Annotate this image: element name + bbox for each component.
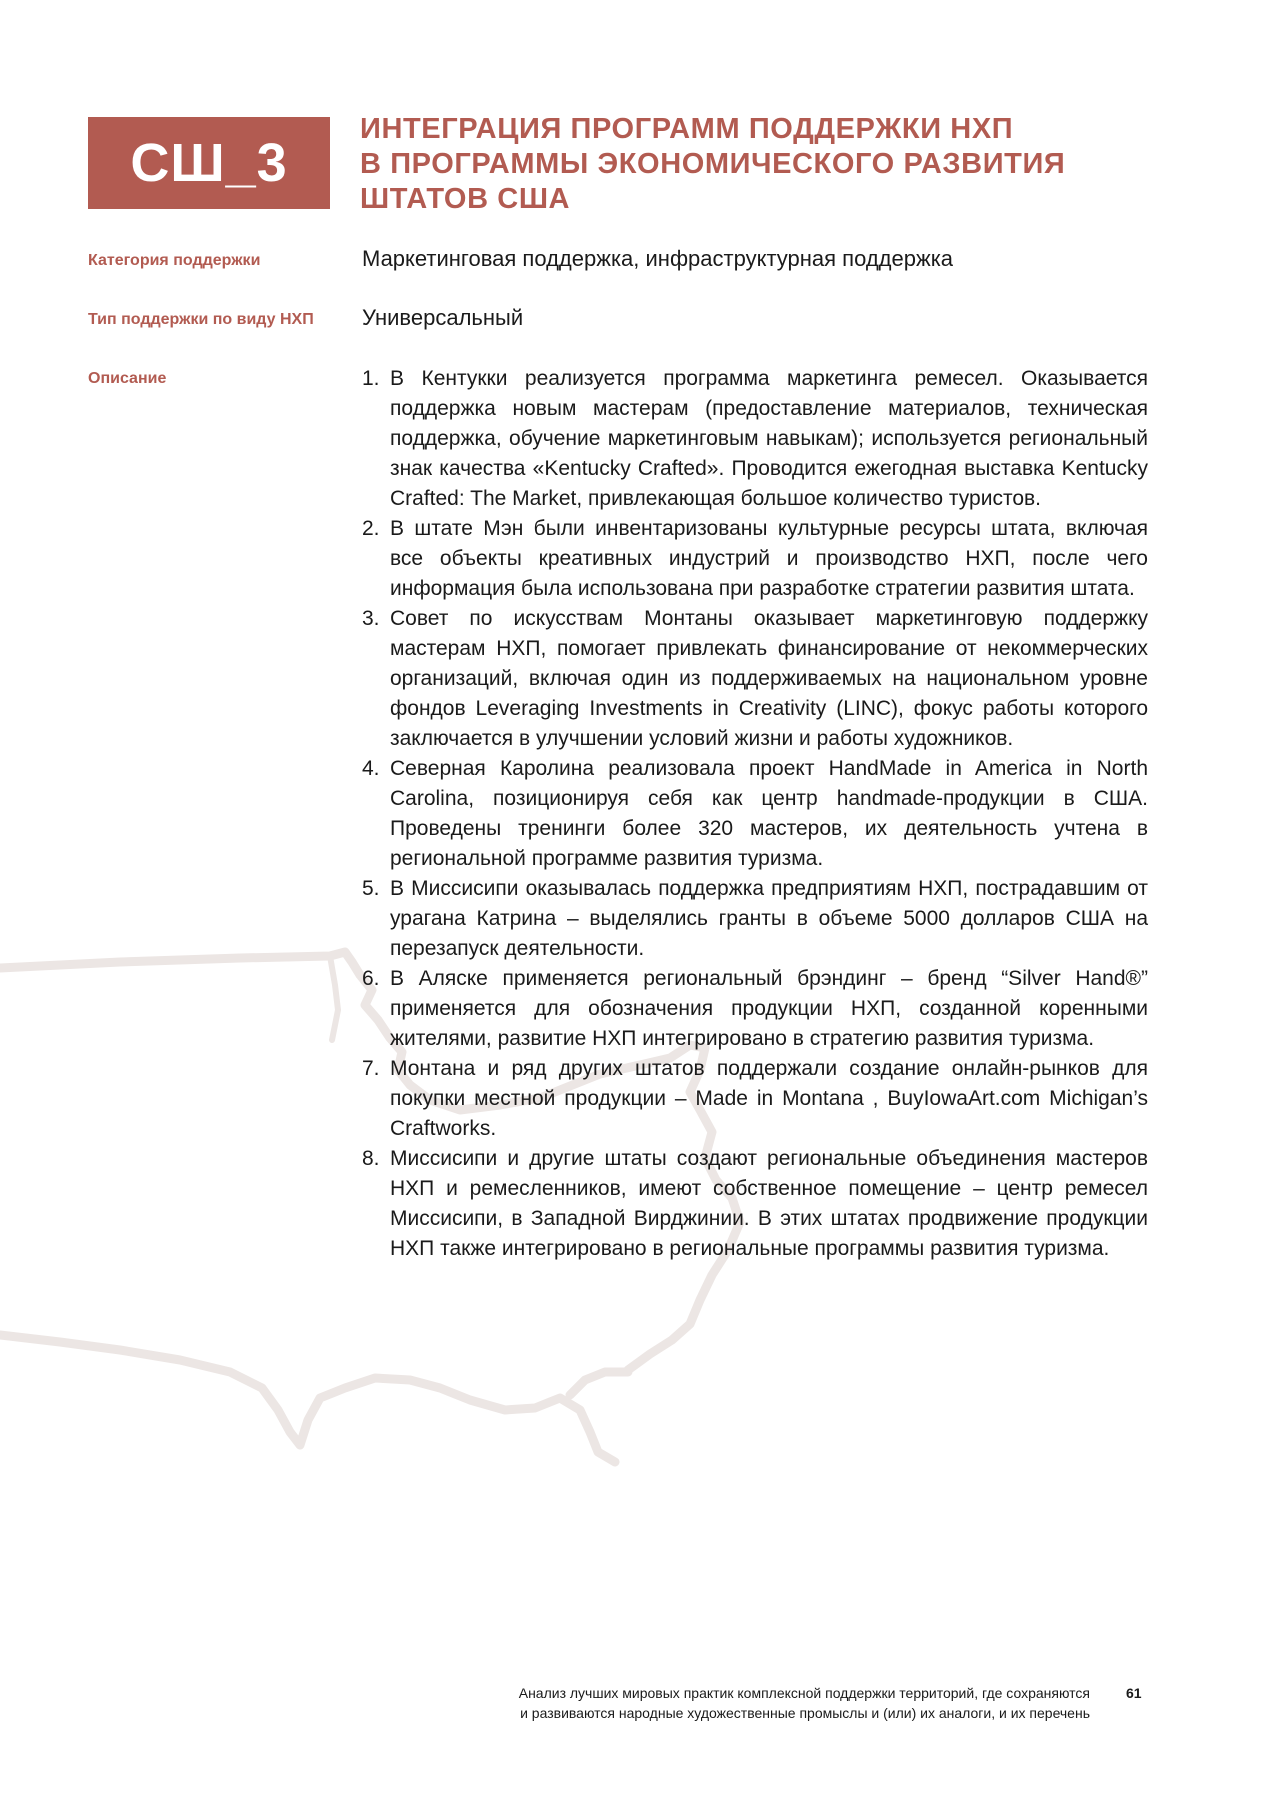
list-item-text: Северная Каролина реализовала проект HandMade in America in North Carolina, позиционируя себя как центр handmade-продукции в США. Проведены тренинги более 320 мастеров, их деятельность учтена в региональной программе развития туризма.: [390, 757, 1148, 870]
list-item-text: Совет по искусствам Монтаны оказывает маркетинговую поддержку мастерам НХП, помогает привлекать финансирование от некоммерческих организаций, включая один из поддерживаемых на национальном уровне фондов Leveraging Investments in Creativity (LINC), фокус работы которого заключается в улучшении условий жизни и работы художников.: [390, 607, 1148, 750]
list-item-text: В Кентукки реализуется программа маркетинга ремесел. Оказывается поддержка новым мастерам (предоставление материалов, техническая поддержка, обучение маркетинговым навыкам); используется региональный знак качества «Kentucky Crafted». Проводится ежегодная выставка Kentucky Crafted: The Market, привлекающая большое количество туристов.: [390, 367, 1148, 510]
list-item-text: Монтана и ряд других штатов поддержали создание онлайн-рынков для покупки местной продукции – Made in Montana , BuyIowaArt.com Michigan’s Craftworks.: [390, 1057, 1148, 1140]
list-item-text: Миссисипи и другие штаты создают региональные объединения мастеров НХП и ремесленников, имеют собственное помещение – центр ремесел Миссисипи, в Западной Вирджинии. В этих штатах продвижение продукции НХП также интегрировано в региональные программы развития туризма.: [390, 1147, 1148, 1260]
footer-caption: [330, 1683, 1090, 1723]
list-item: [362, 1144, 1148, 1264]
list-item: [362, 364, 1148, 514]
section-code-badge: [88, 117, 330, 209]
list-item-number: 1.: [362, 367, 380, 390]
list-item-text: В Миссисипи оказывалась поддержка предприятиям НХП, пострадавшим от урагана Катрина – выделялись гранты в объеме 5000 долларов США на перезапуск деятельности.: [390, 877, 1148, 960]
list-item-number: 5.: [362, 877, 380, 900]
list-item-number: 7.: [362, 1057, 380, 1080]
title-line: В ПРОГРАММЫ ЭКОНОМИЧЕСКОГО РАЗВИТИЯ: [360, 148, 1066, 180]
category-value: Маркетинговая поддержка, инфраструктурная поддержка: [362, 246, 954, 271]
category-label: Категория поддержки: [88, 252, 261, 269]
footer-line: и развиваются народные художественные промыслы и (или) их аналоги, и их перечень: [520, 1705, 1090, 1721]
list-item-number: 2.: [362, 517, 380, 540]
list-item: [362, 1054, 1148, 1144]
support-type-value: Универсальный: [362, 305, 524, 330]
list-item-number: 3.: [362, 607, 380, 630]
title-line: ШТАТОВ США: [360, 183, 571, 215]
description-list: [362, 364, 1148, 1264]
page-number: 61: [1126, 1685, 1142, 1701]
list-item-number: 6.: [362, 967, 380, 990]
page-title: [360, 112, 1180, 217]
list-item-text: В Аляске применяется региональный брэндинг – бренд “Silver Hand®” применяется для обозначения продукции НХП, созданной коренными жителями, развитие НХП интегрировано в стратегию развития туризма.: [390, 967, 1148, 1050]
list-item: [362, 604, 1148, 754]
list-item-number: 4.: [362, 757, 380, 780]
list-item: [362, 754, 1148, 874]
list-item-text: В штате Мэн были инвентаризованы культурные ресурсы штата, включая все объекты креативных индустрий и производство НХП, после чего информация была использована при разработке стратегии развития штата.: [390, 517, 1148, 600]
footer-line: Анализ лучших мировых практик комплексной поддержки территорий, где сохраняются: [518, 1685, 1090, 1701]
support-type-label: Тип поддержки по виду НХП: [88, 311, 314, 328]
list-item: [362, 874, 1148, 964]
description-label: Описание: [88, 370, 167, 387]
list-item: [362, 514, 1148, 604]
title-line: ИНТЕГРАЦИЯ ПРОГРАММ ПОДДЕРЖКИ НХП: [360, 113, 1014, 145]
list-item-number: 8.: [362, 1147, 380, 1170]
list-item: [362, 964, 1148, 1054]
section-code-label: СШ_3: [130, 133, 288, 193]
